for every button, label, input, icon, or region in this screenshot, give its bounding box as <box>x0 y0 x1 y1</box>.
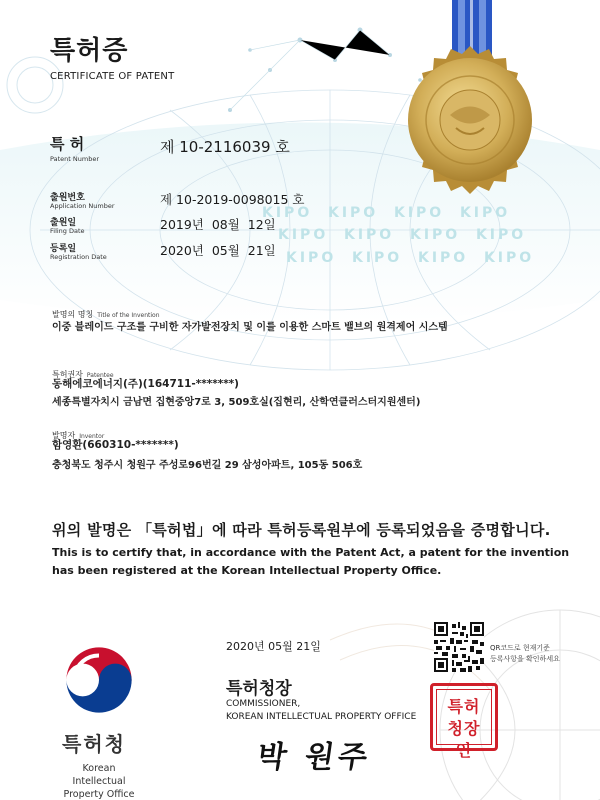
invention-label-en: Title of the Invention <box>97 312 160 319</box>
certificate-title: 특허증 <box>50 36 129 66</box>
patentee-name: 동해에코에너지(주)(164711-*******) <box>52 378 239 390</box>
kipo-watermark: KIPO KIPO KIPO KIPO <box>262 205 511 221</box>
filing-date-value: 2019년 08월 12일 <box>160 217 276 232</box>
registration-date-label: 등록일 <box>50 244 77 254</box>
commissioner-title-ko: 특허청장 <box>226 679 292 699</box>
filing-date-label-en: Filing Date <box>50 227 85 235</box>
official-seal <box>430 683 498 760</box>
office-name-en-1: Korean Intellectual <box>72 763 126 787</box>
patentee-label-en: Patentee <box>86 372 114 379</box>
registration-date-value: 2020년 05월 21일 <box>160 243 276 258</box>
application-number-label: 출원번호 <box>50 193 85 203</box>
office-name-ko: 특허청 <box>62 732 126 756</box>
kipo-watermark: KIPO KIPO KIPO KIPO <box>286 250 535 266</box>
patent-number-value: 제 10-2116039 호 <box>160 138 290 156</box>
application-number-value: 제 10-2019-0098015 호 <box>160 192 305 207</box>
invention-label: 발명의 명칭 <box>52 310 94 319</box>
application-number-label-en: Application Number <box>50 202 115 210</box>
issue-date: 2020년 05월 21일 <box>226 640 321 653</box>
certification-statement-en-1: This is to certify that, in accordance with the Patent Act, a patent for the invention <box>52 546 570 559</box>
inventor-label-en: Inventor <box>79 433 105 440</box>
qr-caption-line2: 등록사항을 확인하세요 <box>490 655 560 663</box>
registration-date-label-en: Registration Date <box>50 253 107 261</box>
patentee-label: 특허권자 <box>52 370 83 379</box>
commissioner-title-en-2: KOREAN INTELLECTUAL PROPERTY OFFICE <box>226 712 417 722</box>
office-name-en <box>56 762 142 800</box>
patent-number-label: 특 허 <box>50 135 85 153</box>
certification-statement-en-2: has been registered at the Korean Intellectual Property Office. <box>52 564 442 577</box>
patent-number-label-en: Patent Number <box>50 155 100 163</box>
kipo-watermark: KIPO KIPO KIPO KIPO <box>278 227 527 243</box>
commissioner-title-en-1: COMMISSIONER, <box>226 699 301 709</box>
inventor-name: 함영환(660310-*******) <box>52 439 179 451</box>
inventor-address: 충청북도 청주시 청원구 주성로96번길 29 삼성아파트, 105동 506호 <box>52 460 363 471</box>
office-name-en-2: Property Office <box>63 789 135 800</box>
invention-title: 이중 블레이드 구조를 구비한 자가발전장치 및 이를 이용한 스마트 밸브의 원격제어 시스템 <box>52 322 448 333</box>
inventor-label: 발명자 <box>52 431 76 440</box>
qr-code-icon <box>434 622 484 672</box>
qr-caption-line1: QR코드로 현재기준 <box>490 644 550 652</box>
korea-government-logo-icon <box>65 646 133 714</box>
patentee-address: 세종특별자치시 금남면 집현중앙7로 3, 509호실(집현리, 산학연클러스터지원센터) <box>52 397 421 408</box>
filing-date-label: 출원일 <box>50 218 77 228</box>
commissioner-signature: 박 원주 <box>255 740 374 775</box>
qr-caption <box>490 643 560 665</box>
official-seal-text: 특허청장인 <box>447 697 481 760</box>
certification-statement-ko: 위의 발명은 「특허법」에 따라 특허등록원부에 등록되었음을 증명합니다. <box>52 521 551 539</box>
certificate-title-en: CERTIFICATE OF PATENT <box>50 71 175 82</box>
